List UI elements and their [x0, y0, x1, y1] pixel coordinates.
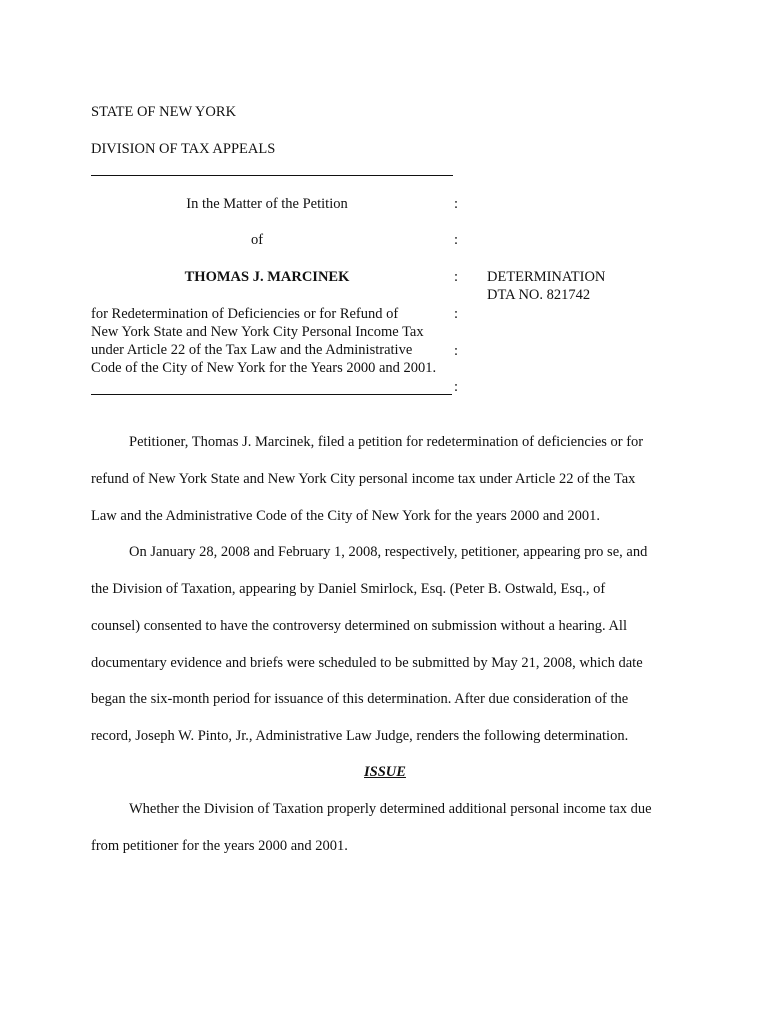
- caption-colon: :: [453, 232, 459, 248]
- paragraph-line: the Division of Taxation, appearing by Daniel Smirlock, Esq. (Peter B. Ostwald, Esq., of: [91, 581, 606, 597]
- purpose-line: Code of the City of New York for the Years 2000 and 2001.: [91, 360, 437, 376]
- paragraph-line: from petitioner for the years 2000 and 2001.: [91, 838, 348, 854]
- issue-heading: ISSUE: [364, 764, 406, 780]
- paragraph-line: On January 28, 2008 and February 1, 2008, respectively, petitioner, appearing pro se, and: [129, 544, 648, 560]
- caption-top-rule: [91, 175, 453, 176]
- matter-line: In the Matter of the Petition: [186, 196, 348, 212]
- paragraph-line: refund of New York State and New York City personal income tax under Article 22 of the Tax: [91, 471, 636, 487]
- purpose-line: New York State and New York City Personal Income Tax: [91, 324, 424, 340]
- state-heading: STATE OF NEW YORK: [91, 104, 237, 120]
- determination-title: DETERMINATION: [487, 269, 606, 285]
- paragraph-line: Petitioner, Thomas J. Marcinek, filed a petition for redetermination of deficiencies or for: [129, 434, 644, 450]
- division-heading: DIVISION OF TAX APPEALS: [91, 141, 276, 157]
- paragraph-line: counsel) consented to have the controversy determined on submission without a hearing. All: [91, 618, 627, 634]
- caption-colon: :: [453, 196, 459, 212]
- caption-colon: :: [453, 269, 459, 285]
- of-line: of: [250, 232, 264, 248]
- paragraph-line: documentary evidence and briefs were scheduled to be submitted by May 21, 2008, which date: [91, 655, 643, 671]
- purpose-line: under Article 22 of the Tax Law and the Administrative: [91, 342, 413, 358]
- dta-number: DTA NO. 821742: [487, 287, 591, 303]
- paragraph-line: began the six-month period for issuance of this determination. After due consideration of the: [91, 691, 629, 707]
- caption-colon: :: [453, 343, 459, 359]
- caption-bottom-rule: [91, 394, 452, 395]
- petitioner-name: THOMAS J. MARCINEK: [184, 269, 350, 285]
- paragraph-line: Law and the Administrative Code of the City of New York for the years 2000 and 2001.: [91, 508, 601, 524]
- caption-colon: :: [453, 379, 459, 395]
- purpose-line: for Redetermination of Deficiencies or for Refund of: [91, 306, 399, 322]
- paragraph-line: Whether the Division of Taxation properly determined additional personal income tax due: [129, 801, 652, 817]
- paragraph-line: record, Joseph W. Pinto, Jr., Administrative Law Judge, renders the following determination.: [91, 728, 629, 744]
- caption-colon: :: [453, 306, 459, 322]
